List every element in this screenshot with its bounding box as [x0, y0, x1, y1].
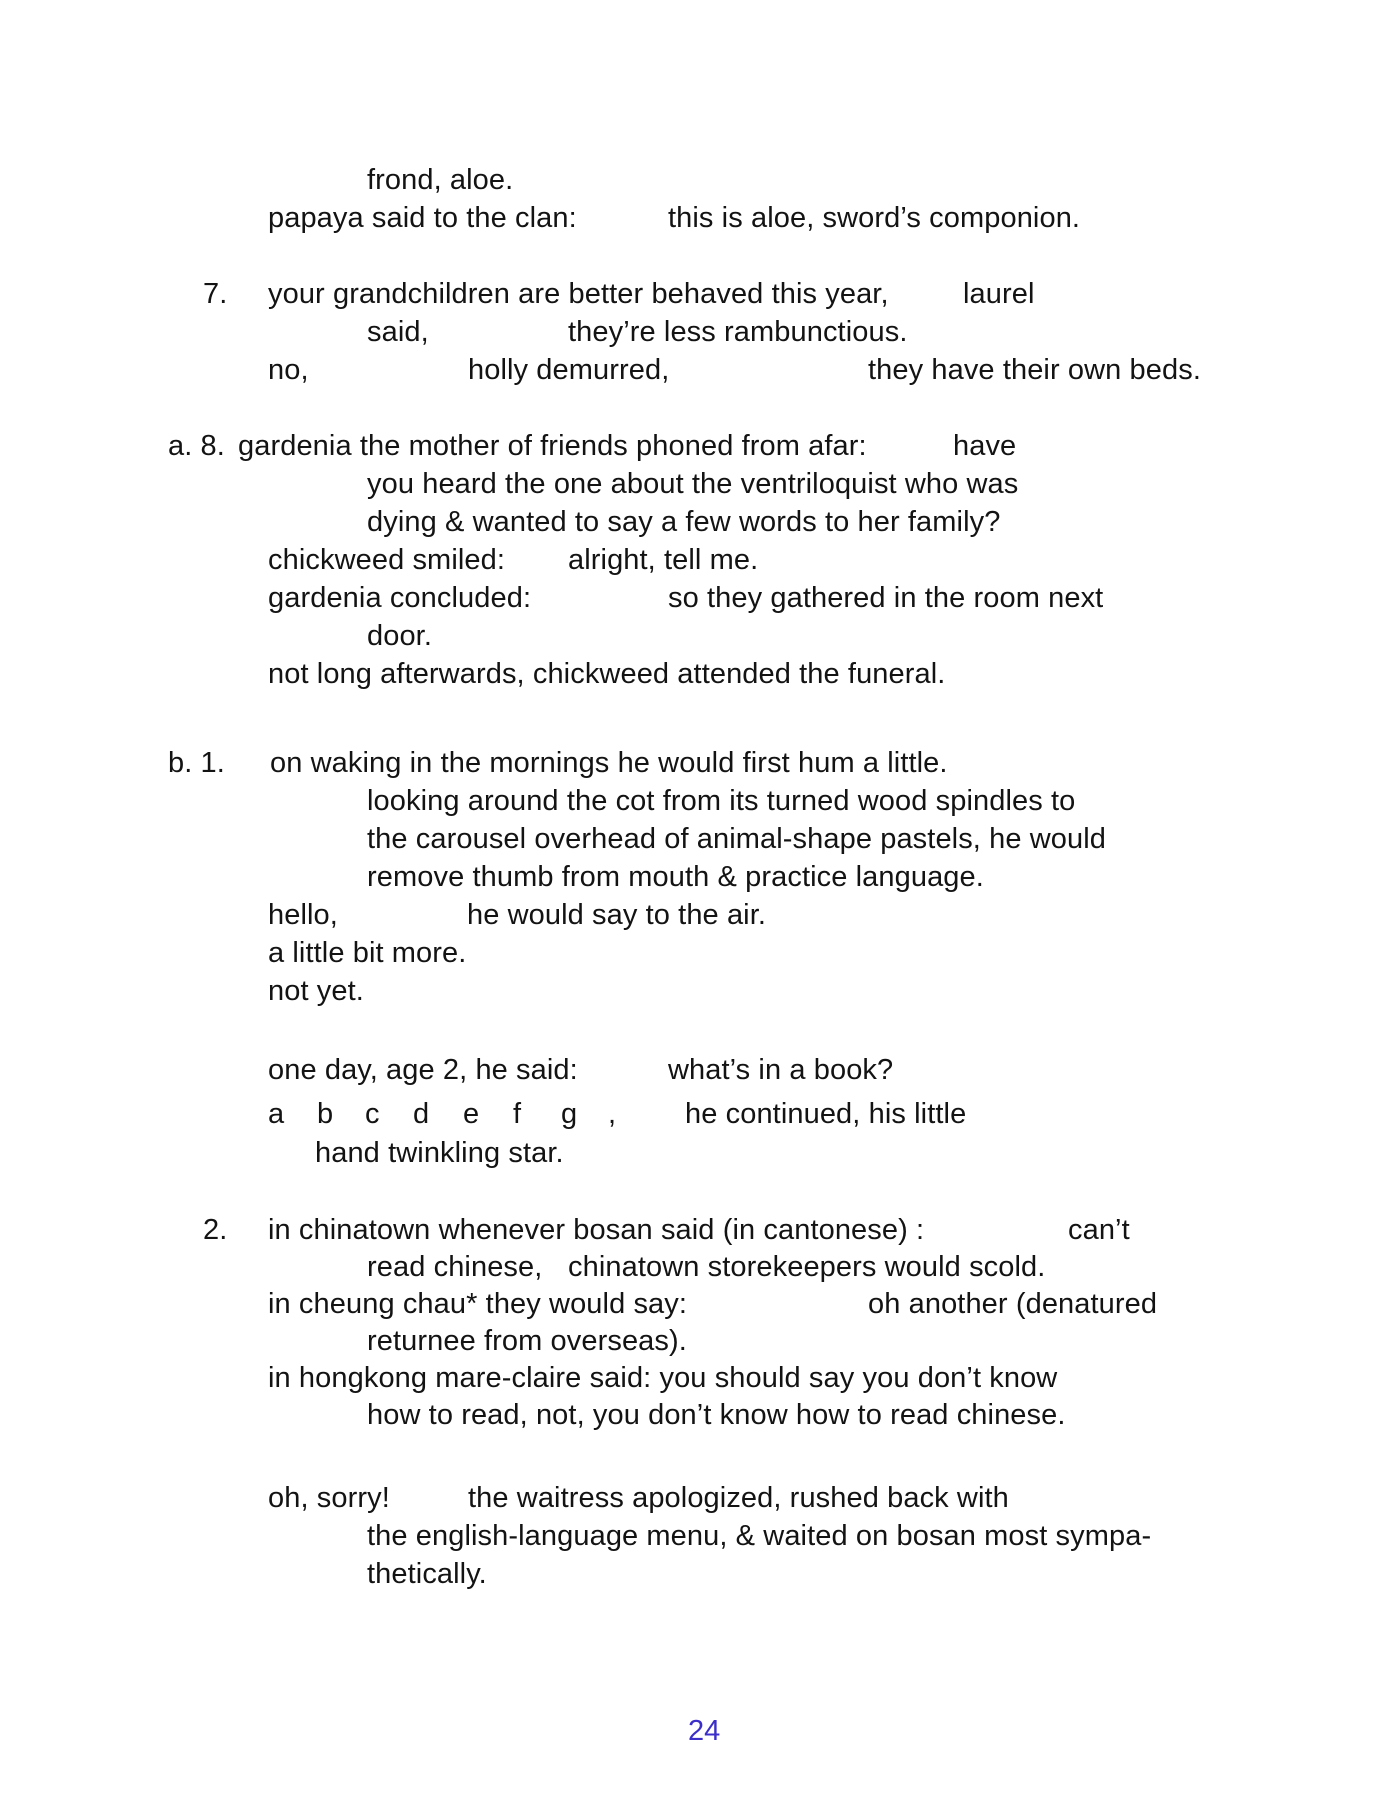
poem-line-segment: you heard the one about the ventriloquist who was [367, 468, 1019, 500]
poem-line-segment: hand twinkling star. [315, 1137, 564, 1169]
poem-line-segment: how to read, not, you don’t know how to read chinese. [367, 1399, 1066, 1431]
poem-line-segment: chinatown storekeepers would scold. [568, 1251, 1046, 1283]
poem-line-segment: he would say to the air. [467, 899, 767, 931]
poem-line-segment: f [513, 1098, 522, 1130]
poem-line-segment: a little bit more. [268, 937, 467, 969]
poem-line-segment: a. 8. [168, 430, 225, 462]
poem-line-segment: they’re less rambunctious. [568, 316, 908, 348]
poem-line-segment: in chinatown whenever bosan said (in cantonese) : [268, 1214, 925, 1246]
poem-line-segment: your grandchildren are better behaved this year, [268, 278, 889, 310]
poem-line-segment: e [463, 1098, 480, 1130]
poem-line-segment: papaya said to the clan: [268, 202, 577, 234]
poem-line-segment: said, [367, 316, 429, 348]
poem-line-segment: he continued, his little [685, 1098, 967, 1130]
poem-line-segment: thetically. [367, 1558, 487, 1590]
poem-line-segment: , [608, 1098, 617, 1130]
poem-line-segment: alright, tell me. [568, 544, 759, 576]
poem-line-segment: in cheung chau* they would say: [268, 1288, 688, 1320]
poem-line-segment: d [413, 1098, 430, 1130]
poem-line-segment: can’t [1068, 1214, 1130, 1246]
poem-line-segment: so they gathered in the room next [668, 582, 1104, 614]
poem-line-segment: laurel [963, 278, 1035, 310]
poem-line-segment: in hongkong mare-claire said: you should say you don’t know [268, 1362, 1058, 1394]
poem-line-segment: oh, sorry! [268, 1482, 390, 1514]
poem-line-segment: a [268, 1098, 285, 1130]
poem-line-segment: the carousel overhead of animal-shape pastels, he would [367, 823, 1107, 855]
poem-line-segment: on waking in the mornings he would first hum a little. [270, 747, 948, 779]
poem-line-segment: not yet. [268, 975, 364, 1007]
poem-line-segment: b [317, 1098, 334, 1130]
poem-line-segment: door. [367, 620, 432, 652]
poem-line-segment: the waitress apologized, rushed back with [468, 1482, 1009, 1514]
poem-line-segment: hello, [268, 899, 338, 931]
poem-line-segment: this is aloe, sword’s componion. [668, 202, 1081, 234]
poem-line-segment: returnee from overseas). [367, 1325, 687, 1357]
poem-line-segment: b. 1. [168, 747, 225, 779]
poem-line-segment: what’s in a book? [668, 1054, 894, 1086]
poem-line-segment: c [365, 1098, 380, 1130]
page-number: 24 [688, 1715, 721, 1747]
poem-line-segment: gardenia the mother of friends phoned from afar: [238, 430, 867, 462]
poem-line-segment: not long afterwards, chickweed attended the funeral. [268, 658, 946, 690]
poem-line-segment: oh another (denatured [868, 1288, 1158, 1320]
poem-line-segment: frond, aloe. [367, 164, 514, 196]
poem-line-segment: looking around the cot from its turned wood spindles to [367, 785, 1076, 817]
poem-line-segment: dying & wanted to say a few words to her family? [367, 506, 1001, 538]
poem-line-segment: they have their own beds. [868, 354, 1201, 386]
poem-line-segment: 2. [203, 1214, 228, 1246]
poem-line-segment: no, [268, 354, 309, 386]
poem-line-segment: the english-language menu, & waited on bosan most sympa- [367, 1520, 1152, 1552]
poem-line-segment: g [561, 1098, 578, 1130]
poem-line-segment: read chinese, [367, 1251, 543, 1283]
poem-line-segment: holly demurred, [468, 354, 670, 386]
poem-line-segment: one day, age 2, he said: [268, 1054, 578, 1086]
poem-line-segment: gardenia concluded: [268, 582, 532, 614]
poem-line-segment: have [953, 430, 1017, 462]
poem-line-segment: chickweed smiled: [268, 544, 506, 576]
poem-line-segment: remove thumb from mouth & practice language. [367, 861, 984, 893]
poem-line-segment: 7. [203, 278, 228, 310]
